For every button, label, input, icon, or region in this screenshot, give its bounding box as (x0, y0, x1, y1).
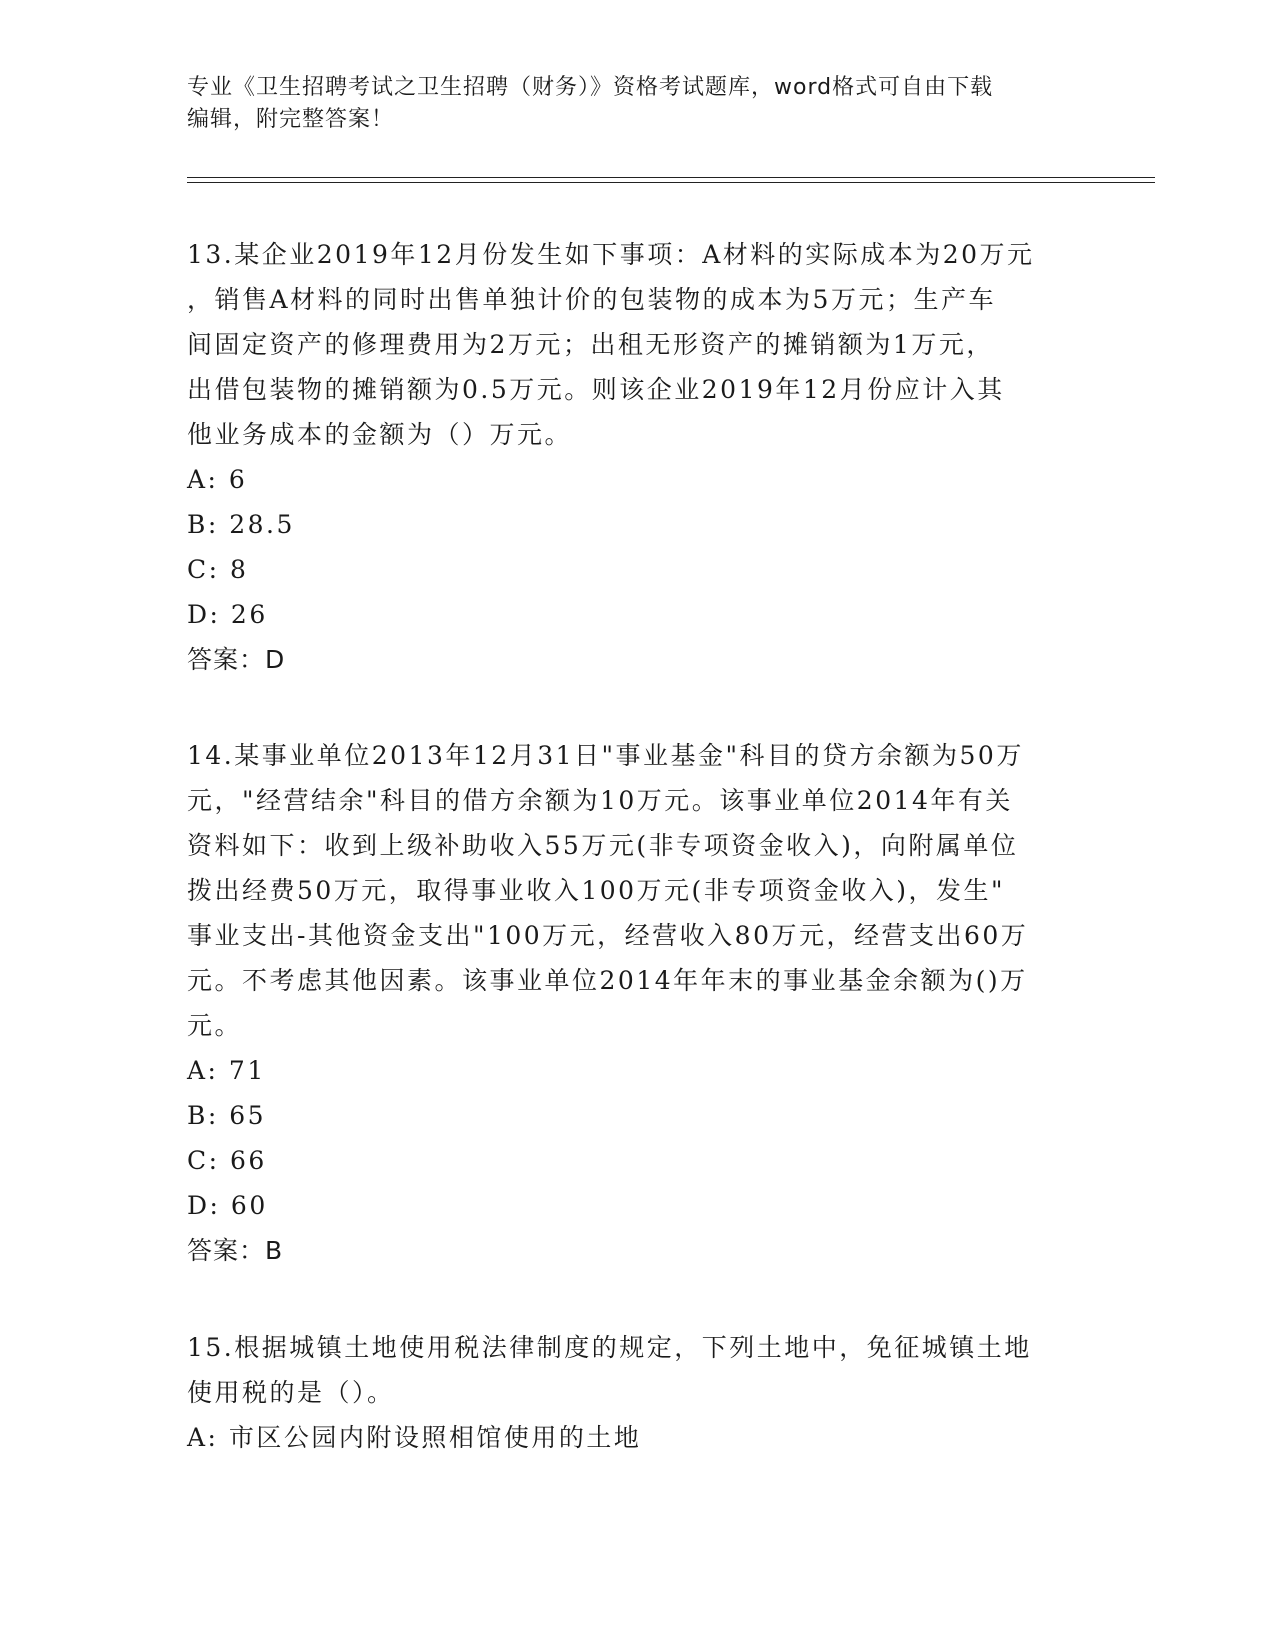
option-a: A: 市区公园内附设照相馆使用的土地 (187, 1423, 642, 1452)
question-13 (187, 232, 1087, 682)
question-text-line: 间固定资产的修理费用为2万元；出租无形资产的摊销额为1万元， (187, 330, 994, 359)
question-text-line: 资料如下：收到上级补助收入55万元(非专项资金收入)，向附属单位 (187, 831, 1019, 860)
question-text-line: 出借包装物的摊销额为0.5万元。则该企业2019年12月份应计入其 (187, 375, 1005, 404)
question-text-line: 14.某事业单位2013年12月31日"事业基金"科目的贷方余额为50万 (187, 741, 1024, 770)
answer-line: 答案：D (187, 645, 286, 674)
option-d: D: 60 (187, 1191, 268, 1220)
answer-line: 答案：B (187, 1236, 284, 1265)
option-c: C: 8 (187, 555, 249, 584)
question-text-line: 使用税的是（）。 (187, 1378, 395, 1407)
header-line-1: 专业《卫生招聘考试之卫生招聘（财务）》资格考试题库，word格式可自由下载 (187, 75, 994, 100)
question-15 (187, 1325, 1087, 1460)
question-text-line: 他业务成本的金额为（）万元。 (187, 420, 573, 449)
question-text-line: 元。 (187, 1011, 243, 1040)
option-b: B: 65 (187, 1101, 267, 1130)
option-b: B: 28.5 (187, 510, 295, 539)
question-text-line: 15.根据城镇土地使用税法律制度的规定，下列土地中，免征城镇土地 (187, 1333, 1032, 1362)
question-text-line: 13.某企业2019年12月份发生如下事项：A材料的实际成本为20万元 (187, 240, 1035, 269)
header-divider-top (187, 177, 1155, 178)
question-text-line: 拨出经费50万元，取得事业收入100万元(非专项资金收入)，发生" (187, 876, 1006, 905)
question-text-line: ，销售A材料的同时出售单独计价的包装物的成本为5万元；生产车 (187, 285, 996, 314)
option-d: D: 26 (187, 600, 268, 629)
question-14 (187, 733, 1087, 1273)
header-line-2: 编辑，附完整答案！ (187, 107, 395, 132)
question-text-line: 元。不考虑其他因素。该事业单位2014年年末的事业基金余额为()万 (187, 966, 1028, 995)
option-a: A: 6 (187, 465, 248, 494)
document-header (187, 72, 1067, 136)
option-c: C: 66 (187, 1146, 267, 1175)
question-text-line: 事业支出-其他资金支出"100万元，经营收入80万元，经营支出60万 (187, 921, 1029, 950)
option-a: A: 71 (187, 1056, 266, 1085)
question-text-line: 元，"经营结余"科目的借方余额为10万元。该事业单位2014年有关 (187, 786, 1013, 815)
header-divider-bottom (187, 182, 1155, 183)
